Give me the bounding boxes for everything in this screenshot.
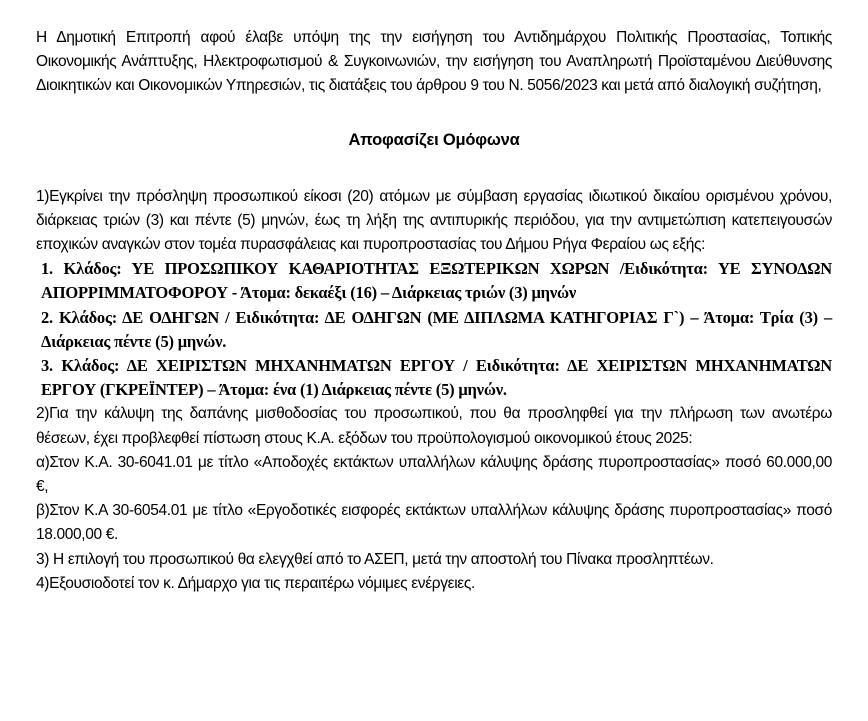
funding-paragraph: 2)Για την κάλυψη της δαπάνης μισθοδοσίας του προσωπικού, που θα προσληφθεί για την πλήρωση των ανωτέρω θέσεων, έχει προβλεφθεί πίστωση στους Κ.Α. εξόδων του προϋπολογισμού οικονομικού έτους 2025: — [36, 405, 832, 447]
asep-selection-paragraph: 3) Η επιλογή του προσωπικού θα ελεγχθεί από το ΑΣΕΠ, μετά την αποστολή του Πίνακα προσληπτέων. — [36, 550, 714, 568]
approval-paragraph: 1)Εγκρίνει την πρόσληψη προσωπικού είκοσι (20) ατόμων με σύμβαση εργασίας ιδιωτικού δικαίου ορισμένου χρόνου, διάρκειας τριών (3) και πέντε (5) μηνών, έως τη λήξη της αντιπυρικής περιόδου, για την αντιμετώπιση κατεπειγουσών εποχικών αναγκών στον τομέα πυρασφάλειας και πυροπροστασίας του Δήμου Ρήγα Φεραίου ως εξής: — [36, 187, 832, 254]
decision-heading: Αποφασίζει Ομόφωνα — [348, 130, 520, 149]
funding-item-b: β)Στον Κ.Α 30-6054.01 με τίτλο «Εργοδοτικές εισφορές εκτάκτων υπαλλήλων κάλυψης δράσης πυροπροστασίας» ποσό 18.000,00 €. — [36, 502, 832, 544]
position-item-3: 3. Κλάδος: ΔΕ ΧΕΙΡΙΣΤΩΝ ΜΗΧΑΝΗΜΑΤΩΝ ΕΡΓΟΥ / Ειδικότητα: ΔΕ ΧΕΙΡΙΣΤΩΝ ΜΗΧΑΝΗΜΑΤΩΝ ΕΡΓΟΥ (ΓΚΡΕΪΝΤΕΡ) – Άτομα: ένα (1) Διάρκειας πέντε (5) μηνών. — [41, 356, 832, 400]
position-item-2: 2. Κλάδος: ΔΕ ΟΔΗΓΩΝ / Ειδικότητα: ΔΕ ΟΔΗΓΩΝ (ΜΕ ΔΙΠΛΩΜΑ ΚΑΤΗΓΟΡΙΑΣ Γ`) – Άτομα: Τρία (3) – Διάρκειας πέντε (5) μηνών. — [41, 307, 832, 351]
mayor-authorization-paragraph: 4)Εξουσιοδοτεί τον κ. Δήμαρχο για τις περαιτέρω νόμιμες ενέργειες. — [36, 574, 475, 592]
position-list — [36, 257, 832, 402]
position-item-1: 1. Κλάδος: ΥΕ ΠΡΟΣΩΠΙΚΟΥ ΚΑΘΑΡΙΟΤΗΤΑΣ ΕΞΩΤΕΡΙΚΩΝ ΧΩΡΩΝ /Ειδικότητα: ΥΕ ΣΥΝΟΔΩΝ ΑΠΟΡΡΙΜΜΑΤΟΦΟΡΟΥ - Άτομα: δεκαέξι (16) – Διάρκειας τριών (3) μηνών — [41, 259, 832, 303]
funding-item-a: α)Στον Κ.Α. 30-6041.01 με τίτλο «Αποδοχές εκτάκτων υπαλλήλων κάλυψης δράσης πυροπροστασίας» ποσό 60.000,00 €, — [36, 453, 832, 496]
intro-paragraph: Η Δημοτική Επιτροπή αφού έλαβε υπόψη της την εισήγηση του Αντιδημάρχου Πολιτικής Προστασίας, Τοπικής Οικονομικής Ανάπτυξης, Ηλεκτροφωτισμού & Συγκοινωνιών, την εισήγηση του Αναπληρωτή Προϊσταμένου Διεύθυνσης Διοικητικών και Οικονομικών Υπηρεσιών, τις διατάξεις του άρθρου 9 του Ν. 5056/2023 και μετά από διαλογική συζήτηση, — [36, 29, 832, 95]
